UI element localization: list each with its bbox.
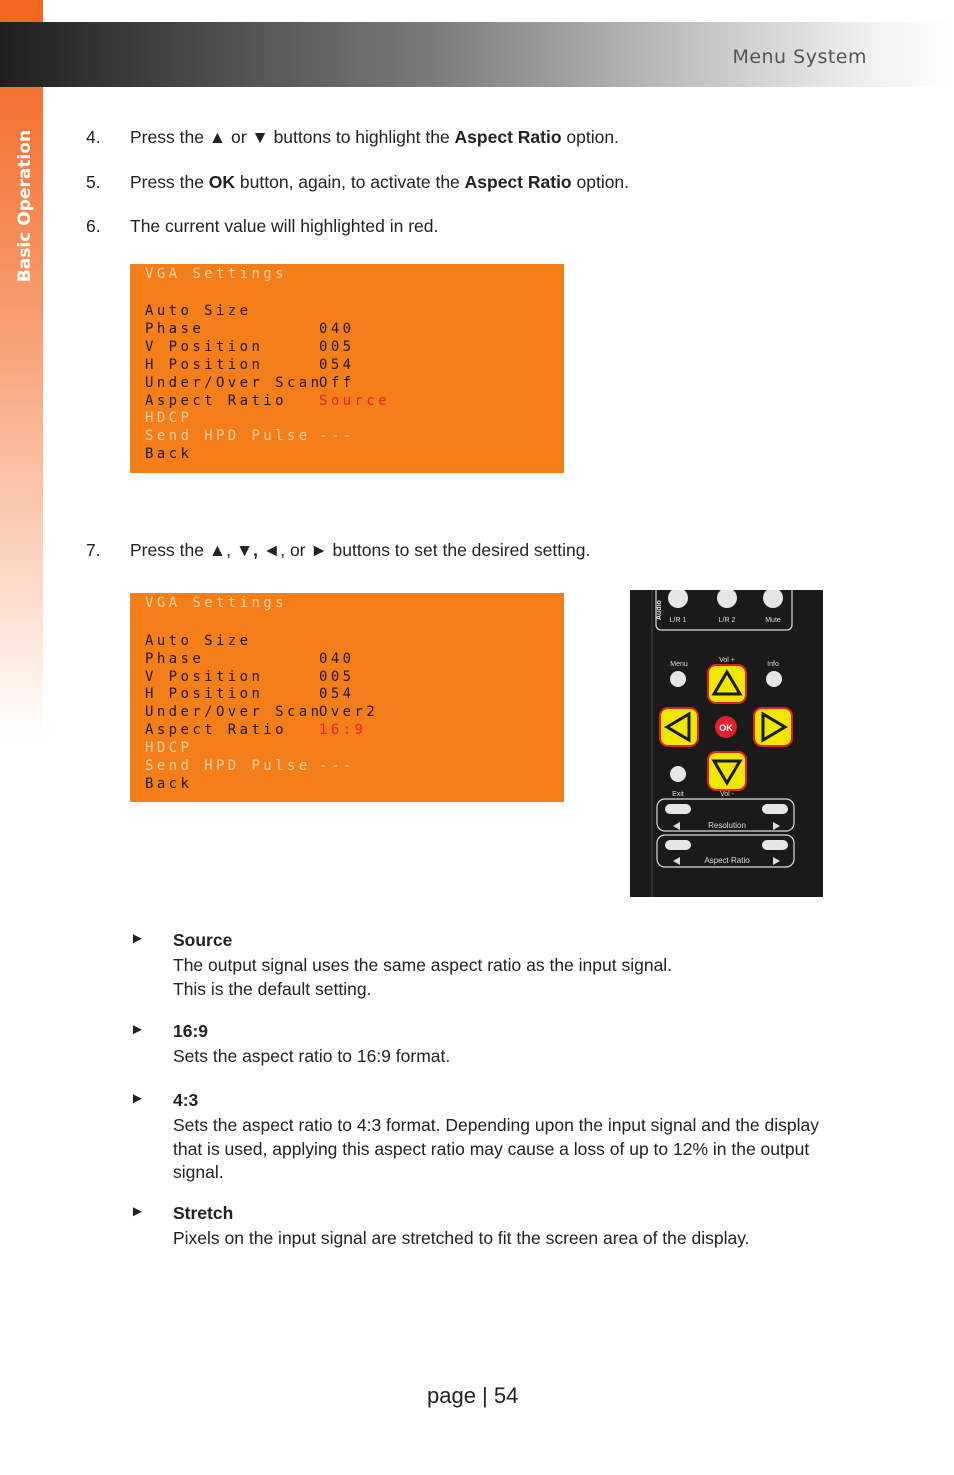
osd-row-auto-size <box>145 632 251 650</box>
info-label: Info <box>767 661 779 668</box>
osd-row-back <box>145 445 192 463</box>
step-text: The current value will highlighted in red. <box>130 216 439 236</box>
remote-control-image <box>630 590 823 897</box>
osd-label: Phase <box>145 651 205 667</box>
osd-value: 040 <box>319 651 355 667</box>
osd-row-send-hpd-pulse <box>145 427 355 445</box>
osd-row-auto-size <box>145 302 251 320</box>
osd-label: Auto Size <box>145 303 252 319</box>
osd-label: Send HPD Pulse <box>145 428 311 444</box>
option-description: Sets the aspect ratio to 4:3 format. Depending upon the input signal and the display that is used, applying this aspect ratio may cause a loss of up to 12% in the output signal. <box>173 1115 819 1182</box>
osd-value: --- <box>319 758 355 774</box>
exit-label: Exit <box>672 791 684 798</box>
step-text <box>130 127 619 148</box>
step-number: 7. <box>86 540 101 560</box>
osd-label: Phase <box>145 321 205 337</box>
sidebar-cap <box>0 0 43 22</box>
osd-row-aspect-ratio <box>145 721 367 739</box>
osd-value: 040 <box>319 321 355 337</box>
osd-label: HDCP <box>145 410 193 426</box>
exit-button[interactable] <box>670 766 686 782</box>
osd-label: Back <box>145 446 193 462</box>
vol-down-label: Vol - <box>719 791 735 798</box>
aspect-ratio-left-button[interactable] <box>665 840 691 850</box>
osd-row-hdcp <box>145 739 192 757</box>
osd-menu-source <box>130 264 564 473</box>
osd-row-back <box>145 775 192 793</box>
osd-value-highlighted: Source <box>319 393 390 409</box>
osd-label: Back <box>145 776 193 792</box>
option-desc-line: This is the default setting. <box>173 978 372 999</box>
osd-row-underover-scan <box>145 703 379 721</box>
resolution-label: Resolution <box>708 821 746 830</box>
option-heading: Stretch <box>173 1203 234 1223</box>
osd-title: VGA Settings <box>145 266 287 282</box>
option-description <box>173 954 843 1001</box>
bullet-arrow-icon: ► <box>130 1203 145 1220</box>
osd-label: HDCP <box>145 740 193 756</box>
osd-row-h-position <box>145 685 355 703</box>
osd-value: 005 <box>319 669 355 685</box>
osd-row-send-hpd-pulse <box>145 757 355 775</box>
osd-row-phase <box>145 650 355 668</box>
osd-value: --- <box>319 428 355 444</box>
audio-label: Audio <box>656 600 663 620</box>
option-heading: 16:9 <box>173 1021 209 1041</box>
osd-label: Aspect Ratio <box>145 393 287 409</box>
step-text-bold: OK <box>208 172 236 192</box>
step-text <box>130 540 590 561</box>
lr2-label: L/R 2 <box>718 617 736 624</box>
step-text-part: Press the ▲, <box>130 540 236 560</box>
osd-label: Auto Size <box>145 633 252 649</box>
resolution-right-button[interactable] <box>762 804 788 814</box>
vol-up-label: Vol + <box>719 657 735 664</box>
option-heading: Source <box>173 930 233 950</box>
menu-button[interactable] <box>670 671 686 687</box>
osd-value: Off <box>319 375 355 391</box>
sidebar-label: Basic Operation <box>15 129 35 283</box>
step-text-part: option. <box>561 127 619 147</box>
osd-value-highlighted: 16:9 <box>319 722 367 738</box>
aspect-ratio-label: Aspect Ratio <box>704 856 750 865</box>
step-text-bold: ▼, <box>235 540 259 560</box>
osd-row-hdcp <box>145 409 192 427</box>
osd-row-v-position <box>145 338 355 356</box>
osd-label: H Position <box>145 357 264 373</box>
bullet-arrow-icon: ► <box>130 1021 145 1038</box>
bullet-arrow-icon: ► <box>130 1090 145 1107</box>
resolution-left-button[interactable] <box>665 804 691 814</box>
osd-label: Under/Over Scan <box>145 704 323 720</box>
mute-label: Mute <box>765 617 781 624</box>
step-number: 6. <box>86 216 101 236</box>
step-text-part: button, again, to activate the <box>235 172 465 192</box>
option-heading: 4:3 <box>173 1090 199 1110</box>
step-text-bold: Aspect Ratio <box>454 127 562 147</box>
step-text <box>130 172 629 193</box>
step-text-part: Press the ▲ or ▼ buttons to highlight the <box>130 127 455 147</box>
osd-value: 054 <box>319 686 355 702</box>
osd-row-h-position <box>145 356 355 374</box>
osd-row-underover-scan <box>145 374 355 392</box>
osd-menu-16-9 <box>130 593 564 802</box>
osd-value: Over2 <box>319 704 379 720</box>
step-text-part: Press the <box>130 172 209 192</box>
step-text-bold: Aspect Ratio <box>464 172 572 192</box>
aspect-ratio-right-button[interactable] <box>762 840 788 850</box>
option-description: Sets the aspect ratio to 16:9 format. <box>173 1046 451 1066</box>
bullet-arrow-icon: ► <box>130 930 145 947</box>
page-number: page | 54 <box>427 1383 519 1408</box>
osd-label: H Position <box>145 686 264 702</box>
osd-row-phase <box>145 320 355 338</box>
osd-value: 005 <box>319 339 355 355</box>
option-desc-line: The output signal uses the same aspect ratio as the input signal. <box>173 955 673 975</box>
info-button[interactable] <box>766 671 782 687</box>
osd-label: V Position <box>145 669 264 685</box>
step-text-part: option. <box>571 172 630 192</box>
osd-row-aspect-ratio <box>145 392 390 410</box>
section-title: Menu System <box>732 46 867 68</box>
lr1-label: L/R 1 <box>669 617 687 624</box>
step-number: 5. <box>86 172 101 192</box>
step-text-part: ◄, or ► buttons to set the desired setting. <box>258 540 591 560</box>
osd-label: V Position <box>145 339 264 355</box>
osd-title: VGA Settings <box>145 595 287 611</box>
osd-row-v-position <box>145 668 355 686</box>
sidebar-tab <box>0 0 43 740</box>
osd-label: Send HPD Pulse <box>145 758 311 774</box>
step-number: 4. <box>86 127 101 147</box>
osd-label: Aspect Ratio <box>145 722 287 738</box>
option-description: Pixels on the input signal are stretched to fit the screen area of the display. <box>173 1228 750 1248</box>
osd-label: Under/Over Scan <box>145 375 323 391</box>
ok-label: OK <box>719 723 733 733</box>
osd-value: 054 <box>319 357 355 373</box>
menu-label: Menu <box>670 661 688 668</box>
